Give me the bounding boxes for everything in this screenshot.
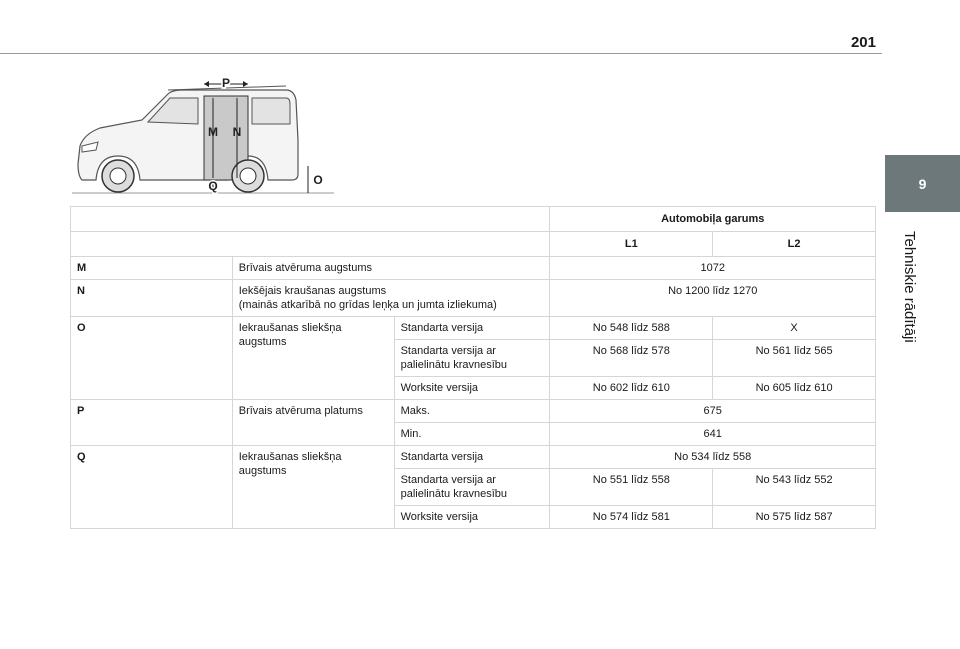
front-wheel-hub xyxy=(110,168,126,184)
row-code: O xyxy=(71,317,233,400)
variant-label: Standarta versija ar palielinātu kravnesību xyxy=(394,340,550,377)
table-row xyxy=(71,257,876,280)
row-label: Brīvais atvēruma augstums xyxy=(232,257,550,280)
row-label: Iekraušanas sliekšņa augstums xyxy=(232,446,394,529)
vehicle-length-header: Automobiļa garums xyxy=(550,207,876,232)
page-number: 201 xyxy=(850,34,876,51)
table-row xyxy=(71,280,876,317)
row-value: No 534 līdz 558 xyxy=(550,446,876,469)
value-l2: No 605 līdz 610 xyxy=(713,377,876,400)
row-label-line: Iekšējais kraušanas augstums xyxy=(238,285,387,297)
value-l2: No 575 līdz 587 xyxy=(713,506,876,529)
col-l1-header: L1 xyxy=(550,232,713,257)
col-l2-header: L2 xyxy=(713,232,876,257)
chapter-tab[interactable] xyxy=(885,155,960,212)
label-n: N xyxy=(232,125,242,139)
row-label: Iekraušanas sliekšņa augstums xyxy=(232,317,394,400)
variant-label: Standarta versija ar palielinātu kravnesību xyxy=(394,469,550,506)
row-label xyxy=(232,280,550,317)
van-side-view-diagram xyxy=(72,76,334,196)
label-q: Q xyxy=(208,179,218,193)
value-l1: No 551 līdz 558 xyxy=(550,469,713,506)
variant-label: Standarta versija xyxy=(394,317,550,340)
chapter-title: Tehniskie rādītāji xyxy=(901,231,918,343)
row-code: P xyxy=(71,400,233,446)
rear-window xyxy=(252,98,290,124)
table-row xyxy=(71,446,876,469)
table-row xyxy=(71,400,876,423)
variant-label: Worksite versija xyxy=(394,377,550,400)
header-divider xyxy=(0,53,882,54)
row-label: Brīvais atvēruma platums xyxy=(232,400,394,446)
row-value: No 1200 līdz 1270 xyxy=(550,280,876,317)
row-value: 641 xyxy=(550,423,876,446)
value-l1: No 568 līdz 578 xyxy=(550,340,713,377)
variant-label: Min. xyxy=(394,423,550,446)
variant-label: Maks. xyxy=(394,400,550,423)
row-code: M xyxy=(71,257,233,280)
row-code: N xyxy=(71,280,233,317)
value-l2: X xyxy=(713,317,876,340)
row-value: 675 xyxy=(550,400,876,423)
label-p: P xyxy=(221,76,231,90)
value-l1: No 548 līdz 588 xyxy=(550,317,713,340)
table-subheader-row xyxy=(71,232,876,257)
label-o: O xyxy=(313,173,323,187)
label-m: M xyxy=(208,125,218,139)
table-header-row xyxy=(71,207,876,232)
value-l1: No 602 līdz 610 xyxy=(550,377,713,400)
value-l2: No 561 līdz 565 xyxy=(713,340,876,377)
chapter-number: 9 xyxy=(918,175,927,192)
row-value: 1072 xyxy=(550,257,876,280)
variant-label: Standarta versija xyxy=(394,446,550,469)
table-row xyxy=(71,317,876,340)
value-l1: No 574 līdz 581 xyxy=(550,506,713,529)
dimensions-table xyxy=(70,206,876,529)
row-code: Q xyxy=(71,446,233,529)
variant-label: Worksite versija xyxy=(394,506,550,529)
value-l2: No 543 līdz 552 xyxy=(713,469,876,506)
row-label-note: (mainās atkarībā no grīdas leņķa un jumta izliekuma) xyxy=(238,299,497,311)
rear-wheel-hub xyxy=(240,168,256,184)
